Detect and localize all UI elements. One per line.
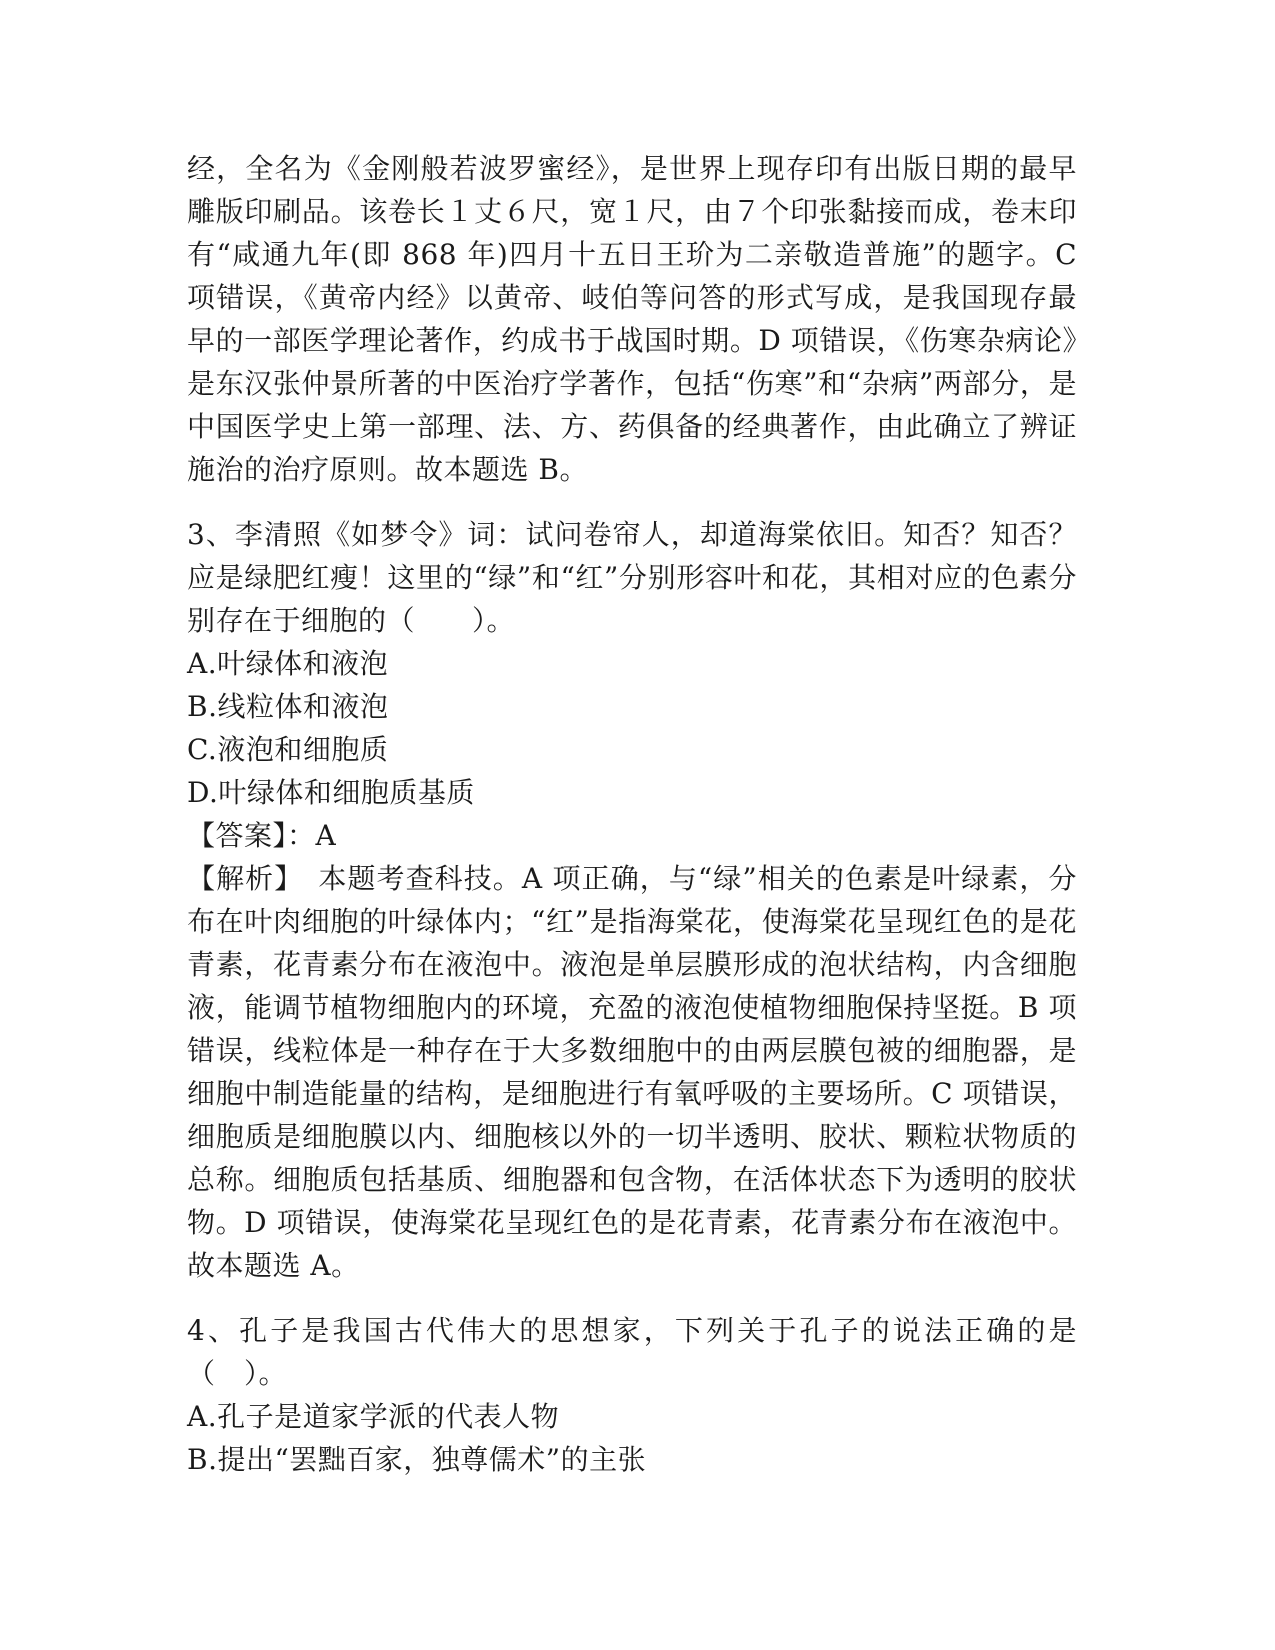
- question-4-option-a: A.孔子是道家学派的代表人物: [187, 1400, 560, 1433]
- question-3-stem: 3、李清照《如梦令》词：试问卷帘人，却道海棠依旧。知否？知否？应是绿肥红瘦！这里的“绿”和“红”分别形容叶和花，其相对应的色素分别存在于细胞的（ ）。: [187, 518, 1077, 637]
- question-3: [187, 513, 1077, 1287]
- spacer: [187, 1287, 1077, 1309]
- question-3-option-a: A.叶绿体和液泡: [187, 647, 389, 680]
- question-3-option-b: B.线粒体和液泡: [187, 690, 389, 723]
- previous-question-explanation: 经，全名为《金刚般若波罗蜜经》，是世界上现存印有出版日期的最早雕版印刷品。该卷长１丈６尺，宽１尺，由７个印张黏接而成，卷末印有“咸通九年(即 868 年)四月十五日王玠为二亲敬造普施”的题字。C 项错误，《黄帝内经》以黄帝、岐伯等问答的形式写成，是我国现存最早的一部医学理论著作，约成书于战国时期。D 项错误，《伤寒杂病论》是东汉张仲景所著的中医治疗学著作，包括“伤寒”和“杂病”两部分，是中国医学史上第一部理、法、方、药俱备的经典著作，由此确立了辨证施治的治疗原则。故本题选 B。: [187, 152, 1087, 486]
- question-4: [187, 1309, 1077, 1481]
- question-3-option-d: D.叶绿体和细胞质基质: [187, 776, 475, 809]
- question-3-answer: 【答案】：A: [187, 819, 337, 852]
- question-3-analysis: 【解析】 本题考查科技。A 项正确，与“绿”相关的色素是叶绿素，分布在叶肉细胞的叶绿体内；“红”是指海棠花，使海棠花呈现红色的是花青素，花青素分布在液泡中。液泡是单层膜形成的泡状结构，内含细胞液，能调节植物细胞内的环境，充盈的液泡使植物细胞保持坚挺。B 项错误，线粒体是一种存在于大多数细胞中的由两层膜包被的细胞器，是细胞中制造能量的结构，是细胞进行有氧呼吸的主要场所。C 项错误，细胞质是细胞膜以内、细胞核以外的一切半透明、胶状、颗粒状物质的总称。细胞质包括基质、细胞器和包含物，在活体状态下为透明的胶状物。D 项错误，使海棠花呈现红色的是花青素，花青素分布在液泡中。故本题选 A。: [187, 862, 1077, 1282]
- question-4-stem: 4、孔子是我国古代伟大的思想家，下列关于孔子的说法正确的是（ ）。: [187, 1314, 1077, 1390]
- spacer: [187, 491, 1077, 513]
- question-3-option-c: C.液泡和细胞质: [187, 733, 389, 766]
- document-body: [187, 147, 1087, 1481]
- question-4-option-b: B.提出“罢黜百家，独尊儒术”的主张: [187, 1443, 647, 1476]
